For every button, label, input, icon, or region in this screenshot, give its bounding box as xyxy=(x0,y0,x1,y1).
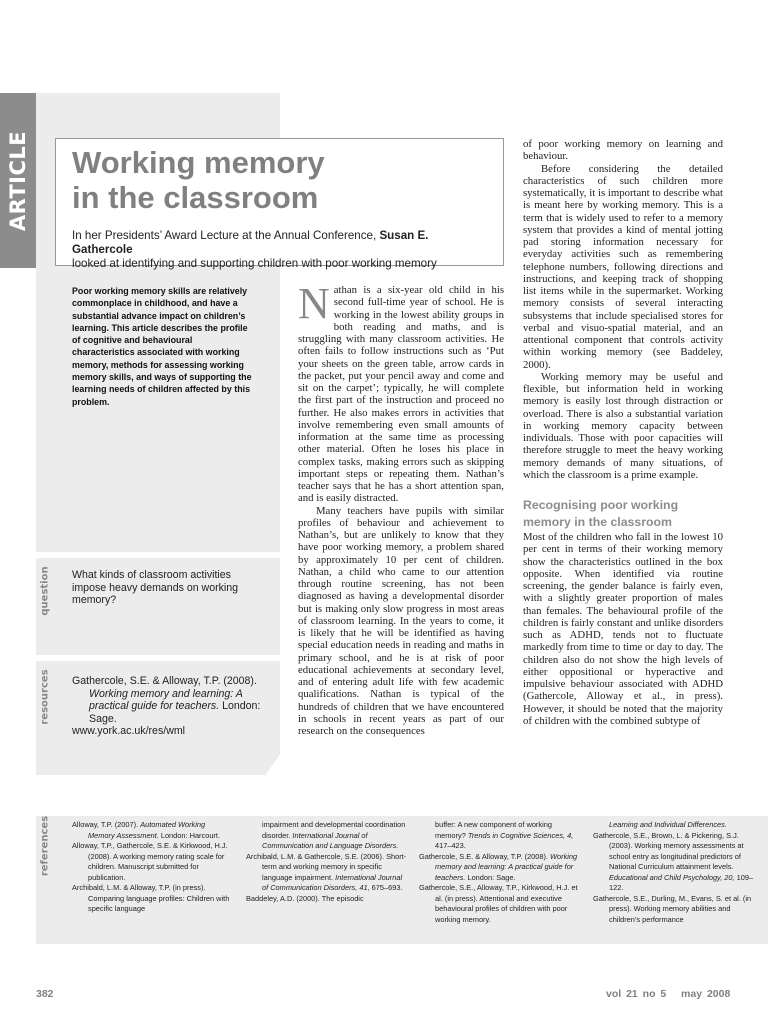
reference-item: Alloway, T.P. (2007). Automated Working Memory Assessment. London: Harcourt. xyxy=(72,820,220,840)
reference-item: Archibald, L.M. & Alloway, T.P. (in press). Comparing language profiles: Children with specific language xyxy=(72,883,230,913)
question-label: question xyxy=(39,566,51,616)
question-text: What kinds of classroom activities impose heavy demands on working memory? xyxy=(72,569,239,607)
author-name: Susan E. Gathercole xyxy=(72,229,429,256)
body-paragraph: of poor working memory on learning and behaviour. xyxy=(523,138,723,163)
body-paragraph: Many teachers have pupils with similar profiles of behaviour and achievement to Nathan’s, but are unlikely to know that they have poor working memory, a problem shared by approximately 10 per cent of children. Nathan, a child who came to our attention through routine screening, has not been diagnosed as having a developmental disorder but is making only slow progress in most areas of classroom learning. In the years to come, it is likely that he will be identified as having special education needs in reading and maths in primary school, and he is at risk of poor educational achievements at secondary level, and of entering adult life with few academic qualifications. Nathan is typical of the hundreds of children that we have encountered in schools in recent years as part of our research on the consequences xyxy=(298,504,504,737)
body-paragraph: Most of the children who fall in the lowest 10 per cent in terms of their working memory show the characteristics outlined in the box opposite. When identified via routine screening, the gender balance is fairly even, with a slightly greater proportion of males than females. The behavioural profile of the children is fairly constant and unlike disorders such as ADHD, tends not to fluctuate markedly from time to time or day to day. The children also do not show the high levels of either oppositional or hyperactive and impulsive behaviour associated with ADHD (Gathercole, Alloway et al., in press). However, it should be noted that the majority of children with the combined subtype of xyxy=(523,531,723,727)
body-paragraph: Before considering the detailed characteristics of such children more systematically, it is important to describe what is meant here by working memory. This is a term that is widely used to refer to a memory system that provides a kind of mental jotting pad storing information necessary for everyday activities such as remembering telephone numbers, following directions and instructions, and keeping track of shopping list items while in the supermarket. Working memory consists of several interacting subsystems that include specialised stores for verbal and visuo-spatial material, and an attentional component that controls activity within working memory (see Baddeley, 2000). xyxy=(523,162,723,371)
resources-label: resources xyxy=(39,669,51,725)
references-column-3 xyxy=(419,820,581,925)
page-number: 382 xyxy=(36,988,54,1000)
section-subheading: Recognising poor working memory in the classroom xyxy=(523,498,679,529)
body-column-right xyxy=(523,138,723,727)
reference-item: Gathercole, S.E., Brown, L. & Pickering, S.J. (2003). Working memory assessments at school entry as longitudinal predictors of National Curriculum attainment levels. Educational and Child Psychology, 20, 109–122. xyxy=(593,830,754,892)
divider xyxy=(36,552,280,558)
body-column-middle xyxy=(298,279,504,737)
references-column-4 xyxy=(593,820,755,925)
issue-info: vol 21 no 5 may 2008 xyxy=(606,988,731,1000)
section-tab-label: ARTICLE xyxy=(6,130,30,231)
reference-continuation: Learning and Individual Differences. xyxy=(609,820,727,829)
resource-book-title: Working memory and learning: A practical guide for teachers. xyxy=(89,687,243,713)
resources-text: Gathercole, S.E. & Alloway, T.P. (2008). Working memory and learning: A practical guide for teachers. London: Sage. www.york.ac.uk/res/wml xyxy=(72,675,272,738)
divider xyxy=(36,655,280,661)
reference-continuation: impairment and developmental coordination disorder. International Journal of Communication and Language Disorders. xyxy=(262,820,406,850)
reference-item: Alloway, T.P., Gathercole, S.E. & Kirkwood, H.J. (2008). A working memory rating scale for children. Manuscript submitted for publication. xyxy=(72,841,228,882)
reference-item: Baddeley, A.D. (2000). The episodic xyxy=(246,893,364,903)
abstract: Poor working memory skills are relatively commonplace in childhood, and have a substantial advance impact on children’s learning. This article describes the profile of cognitive and behavioural characteristics associated with working memory, methods for assessing working memory skills, and ways of supporting the learning needs of children affected by this problem. xyxy=(72,286,252,407)
body-paragraph: Working memory may be useful and flexible, but information held in working memory is easily lost through distraction or overload. There is also a substantial variation in working memory capacity between individuals. Those with poor capacities will therefore struggle to meet the heavy working memory demands of many situations, of which the classroom is a prime example. xyxy=(523,370,723,481)
standfirst: In her Presidents’ Award Lecture at the Annual Conference, Susan E. Gathercole looked at identifying and supporting children with poor working memory xyxy=(72,229,437,270)
reference-continuation: buffer: A new component of working memory? Trends in Cognitive Sciences, 4, 417–423. xyxy=(435,820,574,850)
article-title: Working memory in the classroom xyxy=(72,145,325,215)
reference-item: Archibald, L.M. & Gathercole, S.E. (2006). Short-term and working memory in specific language impairment. International Journal of Communication Disorders, 41, 675–693. xyxy=(246,851,407,892)
reference-item: Gathercole, S.E., Durling, M., Evans, S. et al. (in press). Working memory abilities and children’s performance xyxy=(593,893,752,924)
reference-item: Gathercole, S.E. & Alloway, T.P. (2008). Working memory and learning: A practical guide for teachers. London: Sage. xyxy=(419,851,578,882)
references-column-2 xyxy=(246,820,408,904)
resource-url: www.york.ac.uk/res/wml xyxy=(72,725,186,738)
drop-cap: N xyxy=(298,279,330,328)
body-paragraph: athan is a six-year old child in his second full-time year of school. He is working in the lowest ability groups in both reading and maths, and is struggling with many classroom activities. He often fails to follow instructions such as ‘Put your sheets on the green table, arrow cards in the packet, put your pencil away and come and sit on the carpet’; typically, he will complete the first part of the instruction and proceed no further. He also makes errors in activities that involve remembering even small amounts of information at the same time as processing other material. Often he loses his place in complex tasks, making errors such as skipping important steps or repeating them. Nathan’s teacher says that he has a short attention span, and is easily distracted. xyxy=(298,284,504,505)
references-label: references xyxy=(39,815,51,877)
section-tab xyxy=(0,93,36,268)
reference-item: Gathercole, S.E., Alloway, T.P., Kirkwood, H.J. et al. (in press). Attentional and executive behavioural profiles of children with poor working memory. xyxy=(419,883,578,924)
references-column-1 xyxy=(72,820,232,915)
